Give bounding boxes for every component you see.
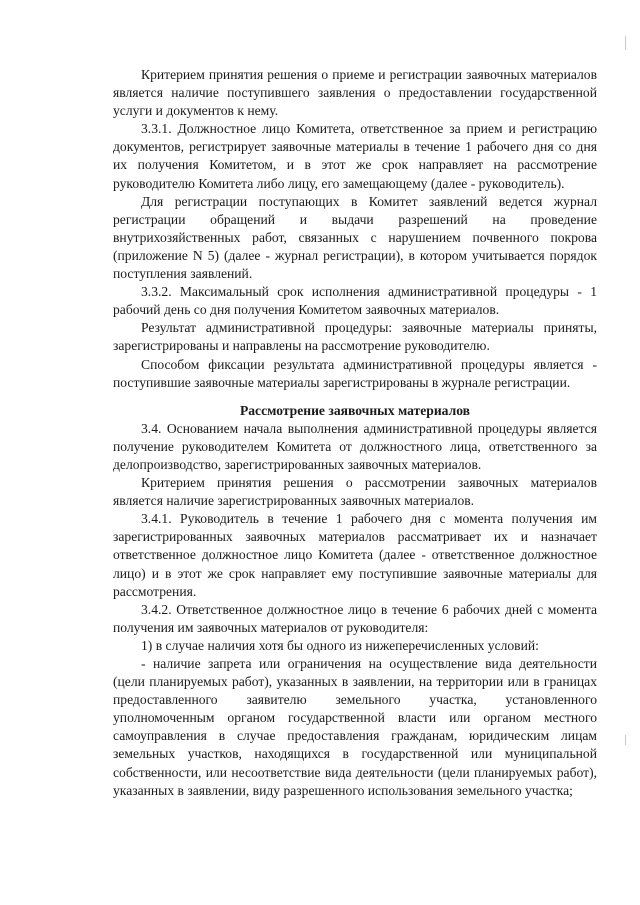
- paragraph: 1) в случае наличия хотя бы одного из нижеперечисленных условий:: [141, 637, 539, 653]
- paragraph: Способом фиксации результата административной процедуры является - поступившие заявочные материалы зарегистрированы в журнале регистрации.: [113, 356, 597, 390]
- paragraph: - наличие запрета или ограничения на осуществление вида деятельности (цели планируемых работ), указанных в заявлении, на территории или в границах предоставленного заявителю земельного участка, установленного уполномоченным органом государственной власти или органом местного самоуправления в случае предоставления гражданам, юридическим лицам земельных участков, находящихся в государственной или муниципальной собственности, или несоответствие вида деятельности (цели планируемых работ), указанных в заявлении, виду разрешенного использования земельного участка;: [113, 656, 597, 798]
- paragraph: 3.4.1. Руководитель в течение 1 рабочего дня с момента получения им зарегистрированных заявочных материалов рассматривает их и назначает ответственное должностное лицо Комитета (далее - ответственное должностное лицо) и в этот же срок направляет ему поступившие заявочные материалы для рассмотрения.: [113, 511, 597, 599]
- scan-edge-mark: [625, 735, 626, 745]
- paragraph: 3.3.1. Должностное лицо Комитета, ответственное за прием и регистрацию документов, регистрирует заявочные материалы в течение 1 рабочего дня со дня их получения Комитетом, и в этот же срок направляет на рассмотрение руководителю Комитета либо лицу, его замещающему (далее - руководитель).: [113, 121, 597, 191]
- paragraph: Для регистрации поступающих в Комитет заявлений ведется журнал регистрации обращений и выдачи разрешений на проведение внутрихозяйственных работ, связанных с нарушением почвенного покрова (приложение N 5) (далее - журнал регистрации), в котором учитывается порядок поступления заявлений.: [113, 193, 597, 282]
- paragraph: Критерием принятия решения о рассмотрении заявочных материалов является наличие зарегистрированных заявочных материалов.: [113, 475, 597, 509]
- section-heading: Рассмотрение заявочных материалов: [239, 402, 471, 418]
- paragraph: Результат административной процедуры: заявочные материалы приняты, зарегистрированы и направлены на рассмотрение руководителю.: [113, 320, 597, 354]
- paragraph: 3.3.2. Максимальный срок исполнения административной процедуры - 1 рабочий день со дня получения Комитетом заявочных материалов.: [113, 284, 597, 318]
- paragraph: 3.4. Основанием начала выполнения административной процедуры является получение руководителем Комитета от должностного лица, ответственного за делопроизводство, зарегистрированных заявочных материалов.: [113, 420, 597, 472]
- scan-edge-mark: [625, 36, 626, 50]
- paragraph: Критерием принятия решения о приеме и регистрации заявочных материалов является наличие поступившего заявления о предоставлении государственной услуги и документов к нему.: [113, 67, 597, 119]
- document-page: [113, 66, 597, 800]
- paragraph: 3.4.2. Ответственное должностное лицо в течение 6 рабочих дней с момента получения им заявочных материалов от руководителя:: [113, 601, 597, 635]
